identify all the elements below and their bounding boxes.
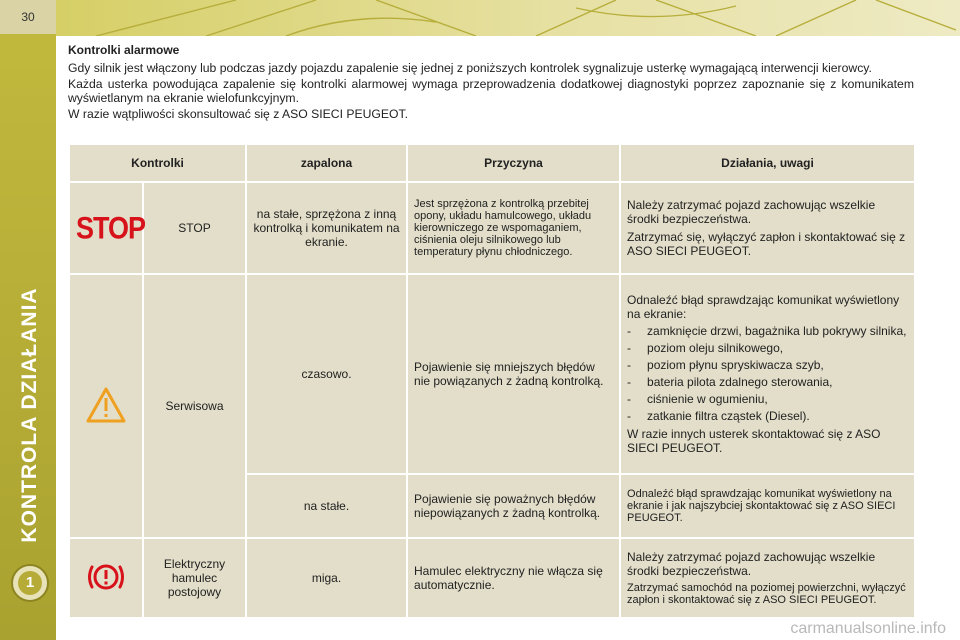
- header-zapalona: zapalona: [246, 144, 407, 182]
- service-cause-1: Pojawienie się mniejszych błędów nie powiązanych z żadną kontrolką.: [407, 274, 620, 474]
- table-row-stop: [69, 182, 915, 274]
- page-number: 30: [0, 0, 56, 34]
- intro-paragraph-3: W razie wątpliwości skonsultować się z ASO SIECI PEUGEOT.: [68, 107, 408, 121]
- list-item: - poziom oleju silnikowego,: [627, 342, 908, 355]
- parking-brake-icon: [85, 559, 127, 595]
- watermark: carmanualsonline.info: [790, 620, 946, 637]
- stop-action-1: Należy zatrzymać pojazd zachowując wszelkie środki bezpieczeństwa.: [627, 198, 876, 226]
- service-name: Serwisowa: [143, 274, 246, 538]
- service-action-intro: Odnaleźć błąd sprawdzając komunikat wyświetlony na ekranie:: [627, 293, 900, 321]
- brake-action-2: Zatrzymać samochód na poziomej powierzchni, wyłączyć zapłon i skontaktować się z ASO SIECI PEUGEOT.: [627, 582, 906, 606]
- list-item: - poziom płynu spryskiwacza szyb,: [627, 359, 908, 372]
- table-row-brake: [69, 538, 915, 618]
- stop-name: STOP: [143, 182, 246, 274]
- service-action-2: Odnaleźć błąd sprawdzając komunikat wyświetlony na ekranie i jak najszybciej skontaktować się z ASO SIECI PEUGEOT.: [620, 474, 915, 538]
- list-item: - zatkanie filtra cząstek (Diesel).: [627, 410, 908, 423]
- stop-action-2: Zatrzymać się, wyłączyć zapłon i skontaktować się z ASO SIECI PEUGEOT.: [627, 230, 906, 258]
- stop-icon: STOP: [76, 210, 146, 245]
- brake-action: [620, 538, 915, 618]
- brake-on: miga.: [246, 538, 407, 618]
- service-on-1: czasowo.: [246, 274, 407, 474]
- stop-icon-cell: [69, 182, 146, 274]
- intro-heading: Kontrolki alarmowe: [68, 43, 180, 57]
- list-item: - bateria pilota zdalnego sterowania,: [627, 376, 908, 389]
- brake-icon-cell: [69, 538, 143, 618]
- list-item: - ciśnienie w ogumieniu,: [627, 393, 908, 406]
- intro-paragraph-2: Każda usterka powodująca zapalenie się kontrolki alarmowej wymaga przeprowadzenia dodatkowej diagnostyki poprzez zapoznanie się z komunikatem wyświetlanym na ekranie wielofunkcyjnym.: [68, 77, 914, 105]
- service-cause-2: Pojawienie się poważnych błędów niepowiązanych z żadną kontrolką.: [407, 474, 620, 538]
- stop-action: [620, 182, 915, 274]
- table-header-row: [69, 144, 915, 182]
- service-action-list: [627, 325, 908, 423]
- warning-lights-table: [68, 143, 916, 619]
- table-row-service-1: [69, 274, 915, 474]
- service-action-outro: W razie innych usterek skontaktować się z ASO SIECI PEUGEOT.: [627, 427, 881, 455]
- header-dzialania: Działania, uwagi: [620, 144, 915, 182]
- stop-cause: Jest sprzężona z kontrolką przebitej opony, układu hamulcowego, układu kierowniczego ze wspomaganiem, ciśnienia oleju silnikowego lub temperatury płynu chłodniczego.: [407, 182, 620, 274]
- intro-paragraph-1: Gdy silnik jest włączony lub podczas jazdy pojazdu zapalenie się jednej z poniższych kontrolek sygnalizuje usterkę wymagającą interwencji kierowcy.: [68, 61, 872, 75]
- service-on-2: na stałe.: [246, 474, 407, 538]
- brake-name: Elektryczny hamulec postojowy: [143, 538, 246, 618]
- section-title: KONTROLA DZIAŁANIA: [18, 287, 41, 543]
- service-action-1: [620, 274, 915, 474]
- header-kontrolki: Kontrolki: [69, 144, 246, 182]
- list-item: - zamknięcie drzwi, bagażnika lub pokrywy silnika,: [627, 325, 908, 338]
- stop-on: na stałe, sprzężona z inną kontrolką i komunikatem na ekranie.: [246, 182, 407, 274]
- chapter-badge: [11, 564, 49, 602]
- decorative-lines: [56, 0, 960, 36]
- header-przyczyna: Przyczyna: [407, 144, 620, 182]
- chapter-number: 1: [18, 571, 42, 595]
- warning-triangle-icon: [86, 387, 126, 423]
- service-icon-cell: [69, 274, 143, 538]
- brake-action-1: Należy zatrzymać pojazd zachowując wszelkie środki bezpieczeństwa.: [627, 550, 876, 578]
- brake-cause: Hamulec elektryczny nie włącza się automatycznie.: [407, 538, 620, 618]
- top-decorative-band: [56, 0, 960, 36]
- sidebar: [0, 0, 56, 640]
- intro-section: [68, 43, 914, 123]
